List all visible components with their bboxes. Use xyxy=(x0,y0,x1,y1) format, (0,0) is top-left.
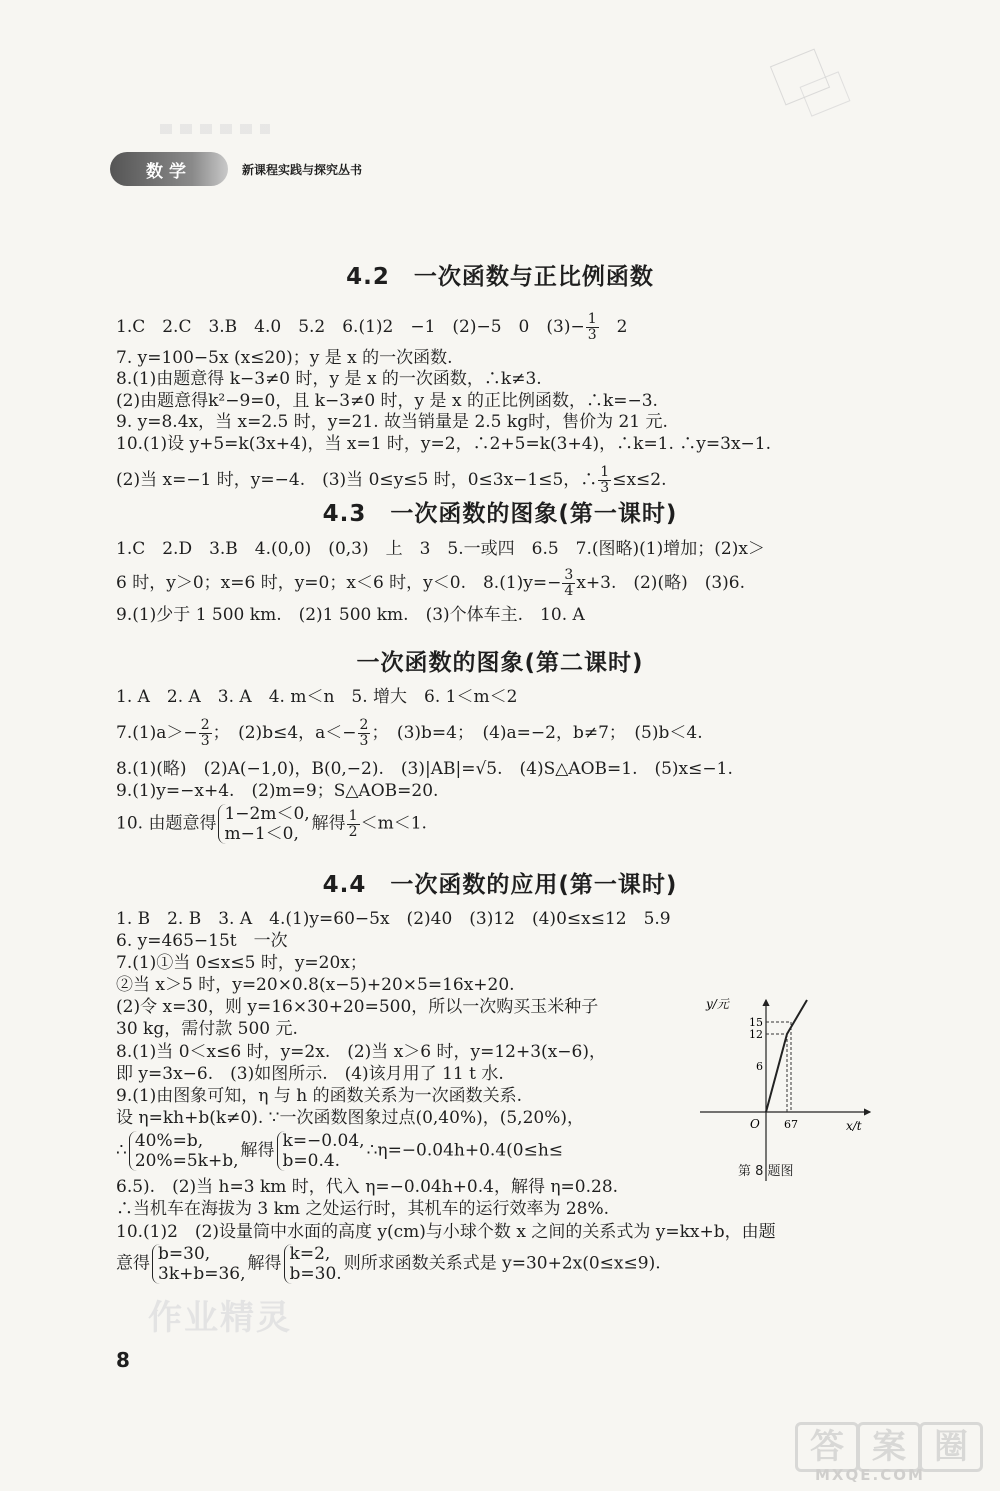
logo-url: MXQE.COM xyxy=(815,1466,925,1484)
fraction: $\frac{2}{3}$ xyxy=(359,717,369,749)
equation-system: 1−2m＜0, m−1＜0, xyxy=(218,804,309,844)
answer-line: 8.(1)当 0＜x≤6 时，y=2x. (2)当 x＞6 时，y=12+3(x−6)， xyxy=(116,1042,606,1062)
answer-line: 1.C 2.D 3.B 4.(0,0) (0,3) 上 3 5.一或四 6.5 7.(图略)(1)增加；(2)x＞ xyxy=(116,539,765,559)
y-tick-label: 15 xyxy=(749,1016,763,1029)
fraction: $\frac{1}{3}$ xyxy=(587,311,597,343)
answer-line: 1. A 2. A 3. A 4. m＜n 5. 增大 6. 1＜m＜2 xyxy=(116,687,518,707)
logo-char: 答 xyxy=(795,1422,859,1472)
logo-char: 案 xyxy=(857,1422,921,1472)
equation-system: k=−0.04, b=0.4. xyxy=(277,1131,365,1171)
y-tick-label: 6 xyxy=(756,1060,763,1073)
figure-caption: 第 8 题图 xyxy=(738,1164,794,1179)
answer-line: 9. y=8.4x，当 x=2.5 时，y=21. 故当销量是 2.5 kg时，售价为 21 元. xyxy=(116,412,668,432)
answer-line: 9.(1)少于 1 500 km. (2)1 500 km. (3)个体车主. 10. A xyxy=(116,605,585,625)
answer-line: 即 y=3x−6. (3)如图所示. (4)该月用了 11 t 水. xyxy=(116,1064,504,1084)
y-tick-label: 12 xyxy=(749,1028,763,1041)
answer-line: 7.(1)①当 0≤x≤5 时，y=20x； xyxy=(116,953,367,973)
answer-line: (2)当 x=−1 时，y=−4. (3)当 0≤y≤5 时，0≤3x−1≤5，∴ $\frac{1}{3}$ ≤x≤2. xyxy=(116,464,667,496)
answer-line: 9.(1)由图象可知，η 与 h 的函数关系为一次函数关系. xyxy=(116,1086,523,1106)
answer-line: 1.C 2.C 3.B 4.0 5.2 6.(1)2 −1 (2)−5 0 (3)− $\frac{1}{3}$ 2 xyxy=(116,311,628,343)
equation-system: b=30, 3k+b=36, xyxy=(152,1244,246,1284)
answer-line: 10.(1)2 (2)设量筒中水面的高度 y(cm)与小球个数 x 之间的关系式为 y=kx+b，由题 xyxy=(116,1222,776,1242)
answer-line: (2)令 x=30，则 y=16×30+20=500，所以一次购买玉米种子 xyxy=(116,997,599,1017)
answer-line: 30 kg，需付款 500 元. xyxy=(116,1019,298,1039)
answer-line: 9.(1)y=−x+4. (2)m=9；S△AOB=20. xyxy=(116,781,439,801)
answer-line: 10.(1)设 y+5=k(3x+4)，当 x=1 时，y=2，∴2+5=k(3+4)，∴k=1. ∴y=3x−1. xyxy=(116,434,772,454)
x-axis-label: x/t xyxy=(846,1119,862,1133)
y-axis-label: y/元 xyxy=(706,997,729,1011)
x-tick-label: 7 xyxy=(791,1118,798,1131)
fraction: $\frac{3}{4}$ xyxy=(564,567,574,599)
answer-line: 8.(1)(略) (2)A(−1,0)，B(0,−2). (3)|AB|=√5. (4)S△AOB=1. (5)x≤−1. xyxy=(116,759,733,779)
answer-line: (2)由题意得k²−9=0，且 k−3≠0 时，y 是 x 的正比例函数，∴k=−3. xyxy=(116,391,658,411)
answer-line: 7.(1)a＞− $\frac{2}{3}$ ； (2)b≤4，a＜− $\frac{2}{3}$ ； (3)b=4； (4)a=−2，b≠7； (5)b＜4. xyxy=(116,717,703,749)
series-title: 新课程实践与探究丛书 xyxy=(242,162,363,177)
fraction: $\frac{2}{3}$ xyxy=(200,717,210,749)
fraction: $\frac{1}{3}$ xyxy=(600,464,610,496)
fraction: $\frac{1}{2}$ xyxy=(348,807,358,840)
equation-system: k=2, b=30. xyxy=(284,1244,342,1284)
page-header xyxy=(110,152,362,186)
section-title-4-3b: 一次函数的图象(第二课时) xyxy=(356,650,644,676)
equation-system: 40%=b, 20%=5k+b, xyxy=(129,1131,239,1171)
answer-line: 10. 由题意得 1−2m＜0, m−1＜0, 解得 $\frac{1}{2}$ ＜m＜1. xyxy=(116,804,427,844)
page-number: 8 xyxy=(116,1348,130,1372)
answer-line: 意得 b=30, 3k+b=36, 解得 k=2, b=30. 则所求函数关系式是 y=30+2x(0≤x≤9). xyxy=(116,1244,661,1284)
section-title-4-4: 4.4 一次函数的应用(第一课时) xyxy=(322,872,678,898)
answer-line: ②当 x＞5 时，y=20×0.8(x−5)+20×5=16x+20. xyxy=(116,975,515,995)
answer-line: 6 时，y＞0；x=6 时，y=0；x＜6 时，y＜0. 8.(1)y=− $\frac{3}{4}$ x+3. (2)(略) (3)6. xyxy=(116,567,746,599)
subject-badge: 数学 xyxy=(110,152,228,186)
section-title-4-2: 4.2 一次函数与正比例函数 xyxy=(346,264,654,290)
watermark-text: 作业精灵 xyxy=(148,1298,292,1338)
origin-label: O xyxy=(750,1117,760,1131)
answer-line: ∴ 40%=b, 20%=5k+b, 解得 k=−0.04, b=0.4. ∴η=−0.04h+0.4(0≤h≤ xyxy=(116,1131,564,1171)
faint-text xyxy=(160,124,270,134)
figure-q8 xyxy=(690,996,880,1186)
answer-line: 6. y=465−15t 一次 xyxy=(116,931,288,951)
answer-line: 7. y=100−5x (x≤20)；y 是 x 的一次函数. xyxy=(116,348,453,368)
answer-line: 1. B 2. B 3. A 4.(1)y=60−5x (2)40 (3)12 (4)0≤x≤12 5.9 xyxy=(116,909,671,929)
section-title-4-3: 4.3 一次函数的图象(第一课时) xyxy=(322,501,678,527)
answer-line: 6.5). (2)当 h=3 km 时，代入 η=−0.04h+0.4，解得 η=0.28. xyxy=(116,1177,619,1197)
answer-line: ∴当机车在海拔为 3 km 之处运行时，其机车的运行效率为 28%. xyxy=(116,1199,610,1219)
logo-char: 圈 xyxy=(919,1422,983,1472)
x-tick-label: 6 xyxy=(784,1118,791,1131)
answer-line: 8.(1)由题意得 k−3≠0 时，y 是 x 的一次函数，∴k≠3. xyxy=(116,369,542,389)
watermark-logo xyxy=(795,1422,985,1484)
answer-line: 设 η=kh+b(k≠0). ∵一次函数图象过点(0,40%)，(5,20%)， xyxy=(116,1108,584,1128)
